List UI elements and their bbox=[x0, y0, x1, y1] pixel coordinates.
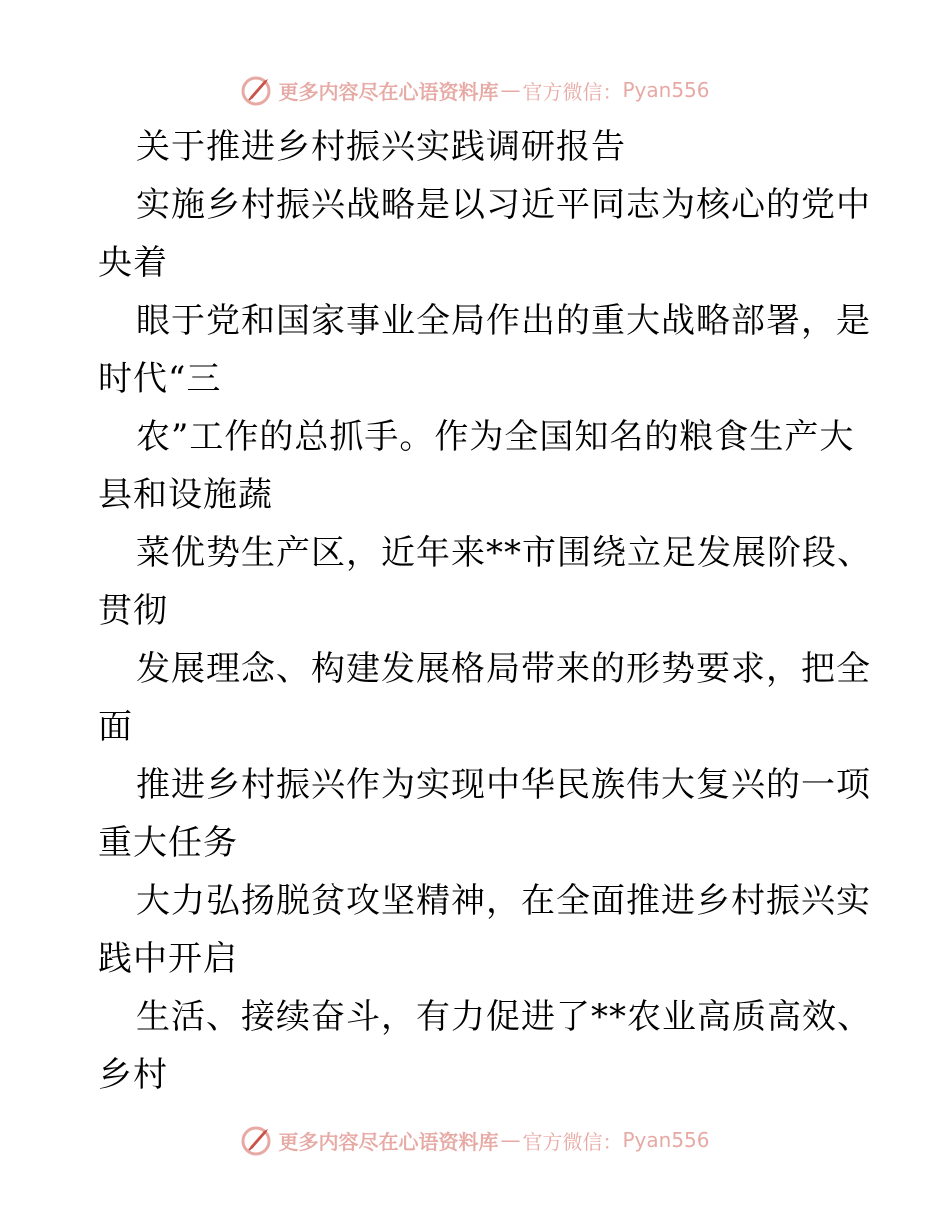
banner-separator: — bbox=[500, 78, 521, 102]
text-line: 面 bbox=[98, 707, 133, 747]
banner-main-text: 更多内容尽在心语资料库 bbox=[278, 1129, 499, 1154]
text-line: 生活、接续奋斗，有力促进了**农业高质高效、 bbox=[136, 997, 872, 1037]
text-line: 央着 bbox=[98, 243, 168, 283]
banner-wechat-label: 官方微信： bbox=[522, 1129, 623, 1154]
text-line: 重大任务 bbox=[98, 823, 238, 863]
text-line: 农”工作的总抓手。作为全国知名的粮食生产大 bbox=[136, 417, 855, 457]
banner-separator: — bbox=[500, 1128, 521, 1152]
banner-main-text: 更多内容尽在心语资料库 bbox=[278, 79, 499, 104]
text-line: 践中开启 bbox=[98, 939, 238, 979]
text-line: 菜优势生产区，近年来**市围绕立足发展阶段、 bbox=[136, 533, 872, 573]
text-line: 贯彻 bbox=[98, 591, 168, 631]
document-body bbox=[98, 118, 872, 1104]
text-line: 时代“三 bbox=[98, 359, 222, 399]
banner-wechat-id: Pyan556 bbox=[622, 1128, 710, 1152]
quill-pen-seal-icon bbox=[240, 1123, 274, 1157]
banner-wechat-id: Pyan556 bbox=[622, 78, 710, 102]
text-line: 县和设施蔬 bbox=[98, 475, 273, 515]
document-title: 关于推进乡村振兴实践调研报告 bbox=[136, 127, 626, 167]
text-line: 眼于党和国家事业全局作出的重大战略部署，是 bbox=[136, 301, 871, 341]
text-line: 大力弘扬脱贫攻坚精神，在全面推进乡村振兴实 bbox=[136, 881, 871, 921]
quill-pen-seal-icon bbox=[240, 73, 274, 107]
footer-banner bbox=[0, 1120, 950, 1160]
text-line: 推进乡村振兴作为实现中华民族伟大复兴的一项 bbox=[136, 765, 871, 805]
header-banner bbox=[0, 70, 950, 110]
text-line: 乡村 bbox=[98, 1055, 168, 1095]
text-line: 实施乡村振兴战略是以习近平同志为核心的党中 bbox=[136, 185, 871, 225]
text-line: 发展理念、构建发展格局带来的形势要求，把全 bbox=[136, 649, 871, 689]
banner-wechat-label: 官方微信： bbox=[522, 79, 623, 104]
